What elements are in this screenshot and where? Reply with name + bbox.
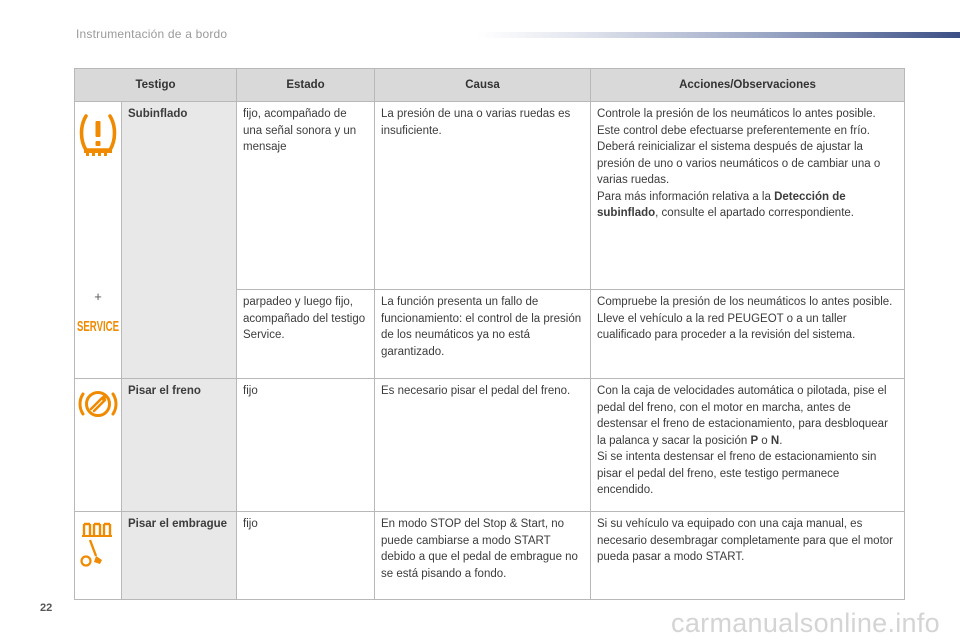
underinflation-icon-cell xyxy=(75,102,122,379)
clutch-name: Pisar el embrague xyxy=(122,512,237,600)
warning-lights-table xyxy=(74,68,904,599)
brake-causa: Es necesario pisar el pedal del freno. xyxy=(375,379,591,512)
reference-link: Detección de subinflado xyxy=(597,190,846,219)
acciones-line: Este control debe efectuarse preferentemente en frío. xyxy=(597,124,870,137)
press-clutch-pedal-icon xyxy=(78,520,118,568)
table-header-row xyxy=(75,69,905,102)
underinflation-acciones xyxy=(591,102,905,290)
watermark: carmanualsonline.info xyxy=(671,608,940,638)
acciones-line: Compruebe la presión de los neumáticos lo antes posible. xyxy=(597,296,893,308)
press-brake-pedal-icon xyxy=(78,387,118,421)
table-row xyxy=(75,379,905,512)
acciones-line: Controle la presión de los neumáticos lo antes posible. xyxy=(597,108,876,120)
brake-estado: fijo xyxy=(237,379,375,512)
header-causa: Causa xyxy=(375,69,591,102)
fault-estado: parpadeo y luego fijo, acompañado del testigo Service. xyxy=(237,290,375,379)
acciones-reference: Para más información relativa a la Detección de subinflado, consulte el apartado correspondiente. xyxy=(597,190,854,219)
clutch-causa: En modo STOP del Stop & Start, no puede cambiarse a modo START debido a que el pedal de embrague no se está pisando a fondo. xyxy=(375,512,591,600)
header-acciones: Acciones/Observaciones xyxy=(591,69,905,102)
table-row xyxy=(75,512,905,600)
clutch-acciones: Si su vehículo va equipado con una caja manual, es necesario desembragar completamente para que el motor pueda pasar a modo START. xyxy=(591,512,905,600)
plus-sign: + xyxy=(94,289,102,304)
service-warning-icon xyxy=(76,316,120,334)
page-section-title: Instrumentación de a bordo xyxy=(76,27,228,41)
service-label: SERVICE xyxy=(77,317,119,335)
header-gradient-bar xyxy=(478,32,960,38)
acciones-line: Deberá reinicializar el sistema después de ajustar la presión de uno o varios neumáticos o de cambiar una o varias ruedas. xyxy=(597,141,881,186)
header-testigo: Testigo xyxy=(75,69,237,102)
brake-icon-cell xyxy=(75,379,122,512)
acciones-paragraph: Con la caja de velocidades automática o pilotada, pise el pedal del freno, con el motor en marcha, antes de destensar el freno de estacionamiento, para desbloquear la palanca y sacar la posición P o N. xyxy=(597,385,888,447)
underinflation-estado: fijo, acompañado de una señal sonora y un mensaje xyxy=(237,102,375,290)
brake-name: Pisar el freno xyxy=(122,379,237,512)
underinflation-causa: La presión de una o varias ruedas es insuficiente. xyxy=(375,102,591,290)
brake-acciones xyxy=(591,379,905,512)
table-row xyxy=(75,102,905,290)
header-estado: Estado xyxy=(237,69,375,102)
fault-acciones xyxy=(591,290,905,379)
fault-causa: La función presenta un fallo de funcionamiento: el control de la presión de los neumáticos ya no está garantizado. xyxy=(375,290,591,379)
clutch-icon-cell xyxy=(75,512,122,600)
underinflation-name: Subinflado xyxy=(122,102,237,379)
acciones-paragraph: Si se intenta destensar el freno de estacionamiento sin pisar el pedal del freno, este testigo permanece encendido. xyxy=(597,451,877,496)
acciones-line: Lleve el vehículo a la red PEUGEOT o a un taller cualificado para proceder a la revisión del sistema. xyxy=(597,312,856,341)
tire-pressure-warning-icon xyxy=(78,110,118,156)
clutch-estado: fijo xyxy=(237,512,375,600)
page-number: 22 xyxy=(40,602,53,614)
